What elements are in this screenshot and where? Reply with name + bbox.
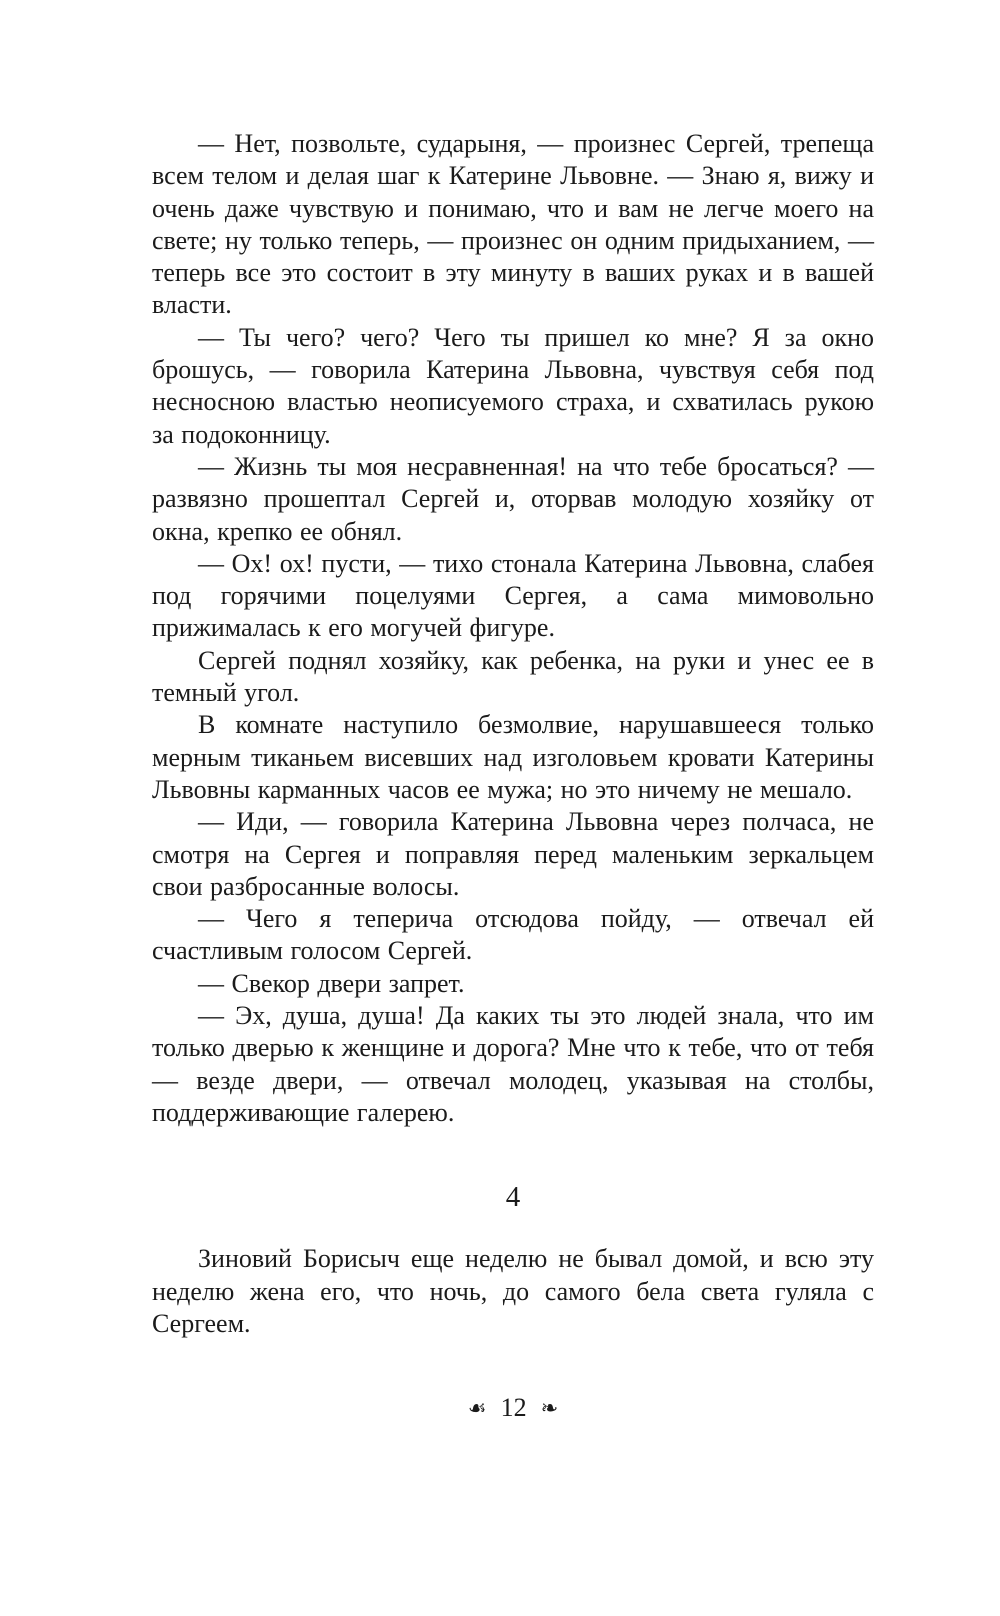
footer-ornament-left-icon: ☙ (467, 1396, 487, 1420)
paragraph: — Ох! ох! пусти, — тихо стонала Катерина Львовна, слабея под горячими поцелуями Сергея, а сама мимовольно прижималась к его могучей фигуре. (152, 548, 874, 643)
paragraph: — Иди, — говорила Катерина Львовна через полчаса, не смотря на Сергея и поправляя перед маленьким зеркальцем свои разбросанные волосы. (152, 807, 874, 901)
page-number: 12 (500, 1393, 527, 1422)
paragraph: Зиновий Борисыч еще неделю не бывал домой, и всю эту неделю жена его, что ночь, до самого бела света гуляла с Сергеем. (152, 1244, 874, 1338)
page-footer (152, 1392, 874, 1424)
chapter-heading: 4 (505, 1181, 521, 1214)
paragraph: Сергей поднял хозяйку, как ребенка, на руки и унес ее в темный угол. (152, 645, 874, 708)
paragraph: — Ты чего? чего? Чего ты пришел ко мне? Я за окно брошусь, — говорила Катерина Львовна, чувствуя себя под несносною властью неописуемого страха, и схватилась рукою за подоконницу. (152, 322, 874, 449)
paragraph: — Чего я теперича отсюдова пойду, — отвечал ей счастливым голосом Сергей. (152, 904, 874, 966)
paragraph: — Эх, душа, душа! Да каких ты это людей знала, что им только дверью к женщине и дорога? Мне что к тебе, что от тебя — везде двери, — отвечал молодец, указывая на столбы, поддерживающие галерею. (152, 1001, 874, 1127)
paragraph: — Жизнь ты моя несравненная! на что тебе бросаться? — развязно прошептал Сергей и, оторвав молодую хозяйку от окна, крепко ее обнял. (152, 451, 874, 546)
paragraph: — Нет, позвольте, сударыня, — произнес Сергей, трепеща всем телом и делая шаг к Катерине Львовне. — Знаю я, вижу и очень даже чувствую и понимаю, что и вам не легче моего на свете; ну только теперь, — произнес он одним придыханием, — теперь все это состоит в эту минуту в ваших руках и в вашей власти. (152, 129, 874, 320)
paragraph: — Свекор двери запрет. (198, 968, 465, 998)
text-block (152, 128, 874, 1340)
paragraph: В комнате наступило безмолвие, нарушавшееся только мерным тиканьем висевших над изголовьем кровати Катерины Львовны карманных часов ее мужа; но это ничему не мешало. (152, 710, 874, 804)
footer-ornament-right-icon: ❧ (540, 1396, 559, 1420)
